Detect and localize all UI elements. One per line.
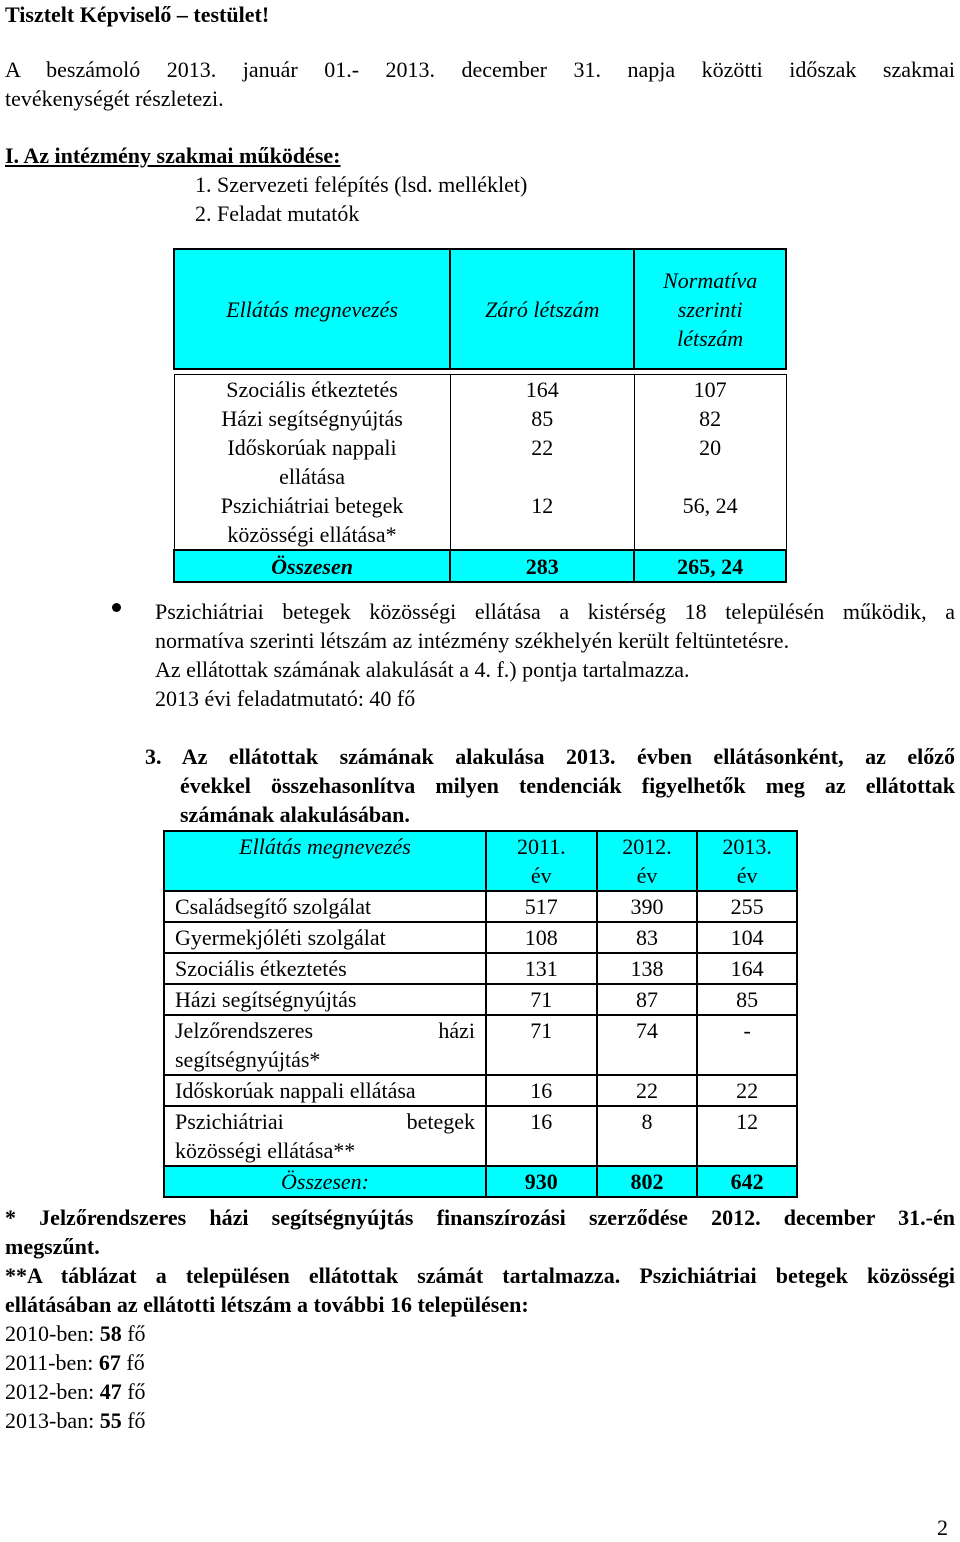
section3-line-2: évekkel összehasonlítva milyen tendenciák figyelhetők meg az ellátottak (180, 773, 955, 798)
row-2012: 22 (597, 1075, 698, 1106)
row-label: Gyermekjóléti szolgálat (164, 922, 486, 953)
table-row (174, 375, 786, 405)
row-label (164, 1015, 486, 1075)
header-ellatas-megnevezes (164, 831, 486, 891)
bullet-icon (112, 603, 121, 612)
row-2013: 85 (697, 984, 797, 1015)
table-header-row (164, 831, 797, 891)
row-2011: 71 (486, 1015, 597, 1075)
year-label: 2013-ban: (5, 1408, 95, 1433)
row-2012: 83 (597, 922, 698, 953)
note-line-1: Pszichiátriai betegek közösségi ellátása a kistérség 18 településén működik, a (155, 599, 955, 624)
row-label-text: közösségi ellátása* (227, 522, 397, 547)
row-label-text: Pszichiátriai betegek (220, 493, 404, 518)
row-2012: 390 (597, 891, 698, 922)
year-value: 55 (99, 1408, 122, 1433)
table-row (164, 922, 797, 953)
year-value: 47 (99, 1379, 122, 1404)
row-2011: 517 (486, 891, 597, 922)
row-2013: 22 (697, 1075, 797, 1106)
year-unit: fő (127, 1321, 146, 1346)
footnote-2-line-2: ellátásában az ellátotti létszám a további 16 településen: (5, 1292, 529, 1317)
row-zaro: 22 (450, 433, 634, 491)
table-row (164, 1106, 797, 1166)
row-label-text: Pszichiátriai betegek (175, 1109, 475, 1134)
total-row (164, 1166, 797, 1197)
header-label: létszám (677, 325, 744, 351)
total-normativa: 265, 24 (634, 550, 786, 582)
row-2011: 16 (486, 1106, 597, 1166)
header-label: Normatíva (663, 267, 758, 293)
row-normativa: 56, 24 (634, 491, 786, 550)
total-label: Összesen: (164, 1166, 486, 1197)
section-title: I. Az intézmény szakmai működése: (5, 143, 341, 168)
year-unit: fő (127, 1379, 146, 1404)
note-line-2: normatíva szerinti létszám az intézmény székhelyén került feltüntetésre. (155, 628, 790, 653)
header-2011 (486, 831, 597, 891)
header-label: év (636, 863, 658, 888)
row-normativa: 107 (634, 375, 786, 405)
list-item-2: 2. Feladat mutatók (195, 201, 360, 226)
row-label-text: Jelzőrendszeres házi (175, 1018, 475, 1043)
year-unit: fő (127, 1408, 146, 1433)
header-2013 (697, 831, 797, 891)
year-label: 2010-ben: (5, 1321, 95, 1346)
row-label-text: segítségnyújtás* (175, 1047, 321, 1072)
total-zaro: 283 (450, 550, 634, 582)
year-label: 2011-ben: (5, 1350, 94, 1375)
row-label-text: Házi segítségnyújtás (221, 406, 403, 431)
row-2011: 131 (486, 953, 597, 984)
section3-line-1: 3. Az ellátottak számának alakulása 2013. évben ellátásonként, az előző (145, 744, 955, 769)
row-label (174, 491, 450, 550)
total-row (174, 550, 786, 582)
header-label: 2013. (722, 834, 772, 859)
header-label: Ellátás megnevezés (226, 296, 398, 322)
total-2011: 930 (486, 1166, 597, 1197)
year-count-line (5, 1377, 146, 1406)
intro-line-1: A beszámoló 2013. január 01.- 2013. december 31. napja közötti időszak szakmai (5, 57, 955, 82)
footnote-1-line-1: * Jelzőrendszeres házi segítségnyújtás finanszírozási szerződése 2012. december 31.-én (5, 1205, 955, 1230)
note-line-3: Az ellátottak számának alakulását a 4. f.) pontja tartalmazza. (155, 657, 690, 682)
table-row (164, 1015, 797, 1075)
row-label-text: közösségi ellátása** (175, 1138, 356, 1163)
header-zaro-letszam (450, 249, 634, 369)
table-row (164, 984, 797, 1015)
total-2012: 802 (597, 1166, 698, 1197)
row-2011: 16 (486, 1075, 597, 1106)
row-label (164, 1106, 486, 1166)
header-label: év (736, 863, 758, 888)
header-label: Záró létszám (485, 296, 600, 322)
row-2012: 138 (597, 953, 698, 984)
header-2012 (597, 831, 698, 891)
year-value: 58 (99, 1321, 122, 1346)
row-label: Időskorúak nappali ellátása (164, 1075, 486, 1106)
footnote-1-line-2: megszűnt. (5, 1234, 100, 1259)
table-row (174, 404, 786, 433)
row-2012: 8 (597, 1106, 698, 1166)
section3-line-3: számának alakulásában. (180, 802, 410, 827)
row-label (174, 433, 450, 491)
row-2013: 255 (697, 891, 797, 922)
row-zaro: 85 (450, 404, 634, 433)
list-item-1: 1. Szervezeti felépítés (lsd. melléklet) (195, 172, 528, 197)
header-ellatas-megnevezes (174, 249, 450, 369)
row-2013: 12 (697, 1106, 797, 1166)
note-line-4: 2013 évi feladatmutató: 40 fő (155, 686, 416, 711)
total-label: Összesen (174, 550, 450, 582)
salutation: Tisztelt Képviselő – testület! (5, 2, 270, 27)
intro-line-2: tevékenységét részletezi. (5, 86, 224, 111)
footnote-2-line-1: **A táblázat a településen ellátottak számát tartalmazza. Pszichiátriai betegek közösségi (5, 1263, 955, 1288)
header-normativa-letszam (634, 249, 786, 369)
row-2011: 71 (486, 984, 597, 1015)
table-row (174, 433, 786, 491)
row-normativa: 82 (634, 404, 786, 433)
header-label: szerinti (677, 296, 743, 322)
row-2012: 87 (597, 984, 698, 1015)
row-2012: 74 (597, 1015, 698, 1075)
header-label: 2012. (622, 834, 672, 859)
row-zaro: 164 (450, 375, 634, 405)
year-label: 2012-ben: (5, 1379, 95, 1404)
row-2013: 104 (697, 922, 797, 953)
table-row (174, 491, 786, 550)
ellatottak-szama-table (163, 830, 798, 1198)
year-unit: fő (126, 1350, 145, 1375)
header-label: év (530, 863, 552, 888)
row-label-text: ellátása (279, 464, 346, 489)
row-label-text: Szociális étkeztetés (226, 377, 398, 402)
year-count-line (5, 1319, 146, 1348)
total-2013: 642 (697, 1166, 797, 1197)
table-row (164, 1075, 797, 1106)
table-header-row (174, 249, 786, 369)
row-label: Családsegítő szolgálat (164, 891, 486, 922)
table-row (164, 953, 797, 984)
row-label (174, 404, 450, 433)
row-normativa: 20 (634, 433, 786, 491)
table-row (164, 891, 797, 922)
row-label: Szociális étkeztetés (164, 953, 486, 984)
row-label: Házi segítségnyújtás (164, 984, 486, 1015)
feladat-mutatok-table (173, 248, 787, 583)
row-label-text: Időskorúak nappali (227, 435, 397, 460)
year-value: 67 (98, 1350, 121, 1375)
year-count-line (5, 1406, 146, 1435)
row-2013: 164 (697, 953, 797, 984)
row-2011: 108 (486, 922, 597, 953)
row-2013: - (697, 1015, 797, 1075)
page-number: 2 (937, 1515, 948, 1540)
row-zaro: 12 (450, 491, 634, 550)
year-count-line (5, 1348, 145, 1377)
header-label: Ellátás megnevezés (239, 834, 411, 859)
header-label: 2011. (516, 834, 566, 859)
row-label (174, 375, 450, 405)
